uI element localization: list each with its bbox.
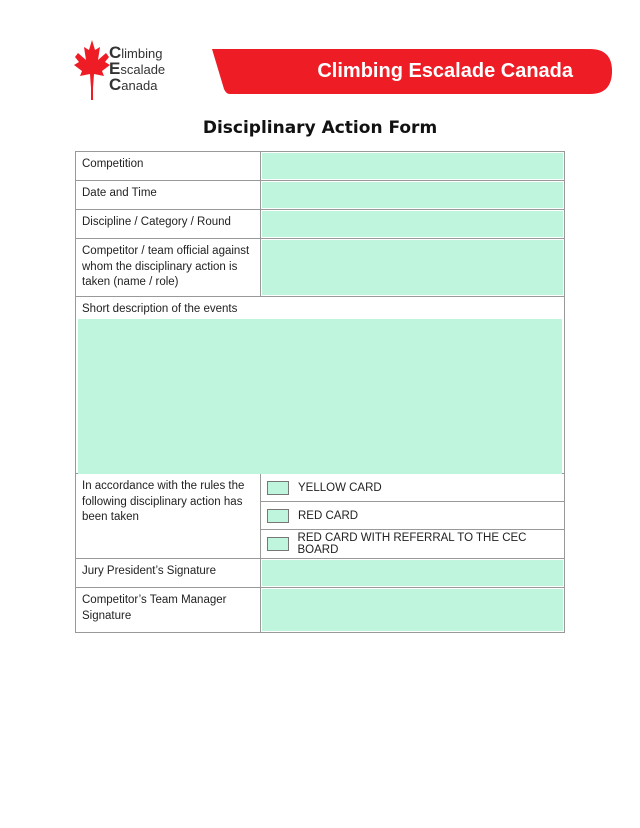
- yellow-card-checkbox[interactable]: [267, 481, 289, 495]
- row-competition: [76, 152, 564, 181]
- row-description: [76, 297, 564, 474]
- label-date-time: Date and Time: [76, 181, 261, 209]
- row-discipline: [76, 210, 564, 239]
- yellow-card-label: YELLOW CARD: [298, 481, 382, 494]
- logo-wordmark: [109, 45, 165, 93]
- label-competitor: Competitor / team official against whom the disciplinary action is taken (name / role): [76, 239, 261, 296]
- red-card-referral-label: RED CARD WITH REFERRAL TO THE CEC BOARD: [297, 532, 527, 556]
- label-competition: Competition: [76, 152, 261, 180]
- row-action: [76, 474, 564, 559]
- red-card-referral-checkbox[interactable]: [267, 537, 289, 551]
- row-jury-signature: [76, 559, 564, 588]
- manager-signature-field[interactable]: [262, 589, 563, 631]
- label-description: Short description of the events: [82, 303, 238, 315]
- option-red-card[interactable]: [261, 502, 564, 530]
- jury-signature-field[interactable]: [262, 560, 563, 586]
- red-card-checkbox[interactable]: [267, 509, 289, 523]
- option-red-card-referral[interactable]: [261, 530, 564, 558]
- banner-title: Climbing Escalade Canada: [317, 60, 573, 82]
- label-discipline: Discipline / Category / Round: [76, 210, 261, 238]
- discipline-field[interactable]: [262, 211, 563, 237]
- logo-line-climbing: Climbing: [109, 43, 163, 62]
- label-action: In accordance with the rules the following disciplinary action has been taken: [76, 474, 261, 558]
- label-jury-signature: Jury President’s Signature: [76, 559, 261, 587]
- logo-line-canada: Canada: [109, 75, 158, 94]
- row-competitor: [76, 239, 564, 297]
- row-manager-signature: [76, 588, 564, 632]
- red-card-label: RED CARD: [298, 509, 359, 522]
- competition-field[interactable]: [262, 153, 563, 179]
- action-options: [261, 474, 564, 558]
- disciplinary-form: [75, 151, 565, 633]
- label-manager-signature: Competitor’s Team Manager Signature: [76, 588, 261, 632]
- maple-leaf-icon: [74, 40, 110, 102]
- logo-line-escalade: Escalade: [109, 59, 166, 78]
- cec-logo: [74, 40, 184, 102]
- description-field[interactable]: [78, 319, 562, 474]
- competitor-field[interactable]: [262, 240, 563, 295]
- row-date-time: [76, 181, 564, 210]
- option-yellow-card[interactable]: [261, 474, 564, 502]
- date-time-field[interactable]: [262, 182, 563, 208]
- page-title: Disciplinary Action Form: [202, 118, 438, 138]
